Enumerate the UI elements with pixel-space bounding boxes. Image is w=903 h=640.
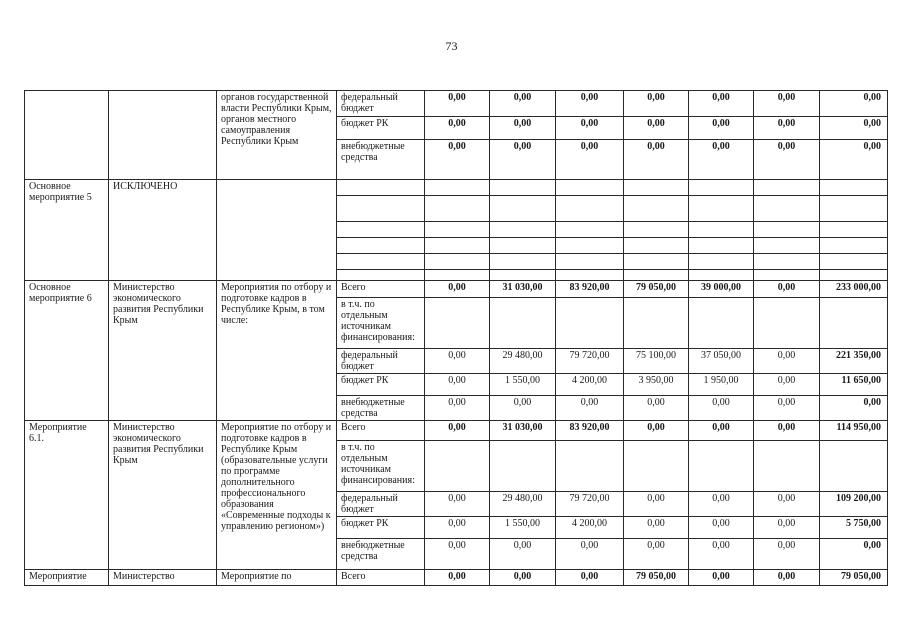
empty-cell bbox=[754, 196, 820, 222]
event-name: Основное мероприятие 5 bbox=[25, 180, 109, 281]
source-label: Всего bbox=[337, 570, 425, 586]
event-name: Мероприятие bbox=[25, 570, 109, 586]
year-value: 0,00 bbox=[624, 140, 689, 180]
year-value: 79 050,00 bbox=[624, 281, 689, 298]
source-label: внебюджетные средства bbox=[337, 396, 425, 421]
total-value: 109 200,00 bbox=[820, 492, 888, 517]
year-value: 0,00 bbox=[556, 117, 624, 140]
total-value: 0,00 bbox=[820, 396, 888, 421]
year-value: 0,00 bbox=[490, 91, 556, 117]
empty-cell bbox=[820, 254, 888, 270]
empty-cell bbox=[754, 270, 820, 281]
event-description: Мероприятие по bbox=[217, 570, 337, 586]
empty-cell bbox=[820, 441, 888, 492]
empty-cell bbox=[624, 441, 689, 492]
empty-cell bbox=[490, 222, 556, 238]
total-value: 0,00 bbox=[820, 140, 888, 180]
budget-table bbox=[24, 90, 888, 586]
empty-cell bbox=[556, 254, 624, 270]
table-row bbox=[25, 91, 888, 117]
empty-cell bbox=[820, 298, 888, 349]
year-value: 0,00 bbox=[425, 281, 490, 298]
year-value: 0,00 bbox=[754, 374, 820, 396]
empty-cell bbox=[624, 180, 689, 196]
year-value: 0,00 bbox=[754, 281, 820, 298]
event-name: Мероприятие 6.1. bbox=[25, 421, 109, 570]
source-label: федеральный бюджет bbox=[337, 349, 425, 374]
year-value: 0,00 bbox=[425, 91, 490, 117]
empty-cell bbox=[425, 196, 490, 222]
year-value: 1 550,00 bbox=[490, 517, 556, 539]
total-value: 0,00 bbox=[820, 91, 888, 117]
year-value: 79 720,00 bbox=[556, 349, 624, 374]
year-value: 0,00 bbox=[556, 91, 624, 117]
event-description: Мероприятие по отбору и подготовке кадров в Республике Крым (образовательные услуги по программе дополнительного профессионального образования «Современные подходы к управлению регионом») bbox=[217, 421, 337, 570]
year-value: 29 480,00 bbox=[490, 492, 556, 517]
source-label: федеральный бюджет bbox=[337, 492, 425, 517]
year-value: 0,00 bbox=[425, 421, 490, 441]
empty-cell bbox=[337, 238, 425, 254]
year-value: 0,00 bbox=[425, 517, 490, 539]
executor: Министерство bbox=[109, 570, 217, 586]
executor: Министерство экономического развития Республики Крым bbox=[109, 281, 217, 421]
empty-cell bbox=[624, 298, 689, 349]
empty-cell bbox=[425, 238, 490, 254]
source-label: Всего bbox=[337, 421, 425, 441]
year-value: 0,00 bbox=[425, 570, 490, 586]
year-value: 0,00 bbox=[689, 492, 754, 517]
empty-cell bbox=[425, 254, 490, 270]
year-value: 0,00 bbox=[754, 117, 820, 140]
event-name: Основное мероприятие 6 bbox=[25, 281, 109, 421]
empty-cell bbox=[337, 254, 425, 270]
total-value: 0,00 bbox=[820, 539, 888, 570]
year-value: 0,00 bbox=[754, 517, 820, 539]
empty-cell bbox=[556, 180, 624, 196]
year-value: 31 030,00 bbox=[490, 421, 556, 441]
empty-cell bbox=[689, 180, 754, 196]
year-value: 0,00 bbox=[425, 396, 490, 421]
empty-cell bbox=[624, 222, 689, 238]
empty-cell bbox=[490, 196, 556, 222]
empty-cell bbox=[425, 180, 490, 196]
empty-cell bbox=[425, 270, 490, 281]
year-value: 0,00 bbox=[754, 421, 820, 441]
empty-cell bbox=[337, 270, 425, 281]
year-value: 0,00 bbox=[624, 492, 689, 517]
empty-cell bbox=[624, 238, 689, 254]
year-value: 0,00 bbox=[689, 91, 754, 117]
year-value: 0,00 bbox=[490, 117, 556, 140]
year-value: 0,00 bbox=[689, 570, 754, 586]
executor-cell bbox=[109, 91, 217, 180]
year-value: 0,00 bbox=[754, 349, 820, 374]
empty-cell bbox=[490, 298, 556, 349]
year-value: 0,00 bbox=[556, 539, 624, 570]
year-value: 0,00 bbox=[425, 539, 490, 570]
empty-cell bbox=[624, 196, 689, 222]
year-value: 0,00 bbox=[624, 517, 689, 539]
year-value: 37 050,00 bbox=[689, 349, 754, 374]
empty-cell bbox=[624, 270, 689, 281]
table-row bbox=[25, 281, 888, 298]
total-value: 221 350,00 bbox=[820, 349, 888, 374]
year-value: 0,00 bbox=[689, 140, 754, 180]
empty-cell bbox=[624, 254, 689, 270]
empty-cell bbox=[820, 180, 888, 196]
empty-cell bbox=[490, 441, 556, 492]
source-label: в т.ч. по отдельным источникам финансирования: bbox=[337, 298, 425, 349]
year-value: 39 000,00 bbox=[689, 281, 754, 298]
year-value: 0,00 bbox=[689, 517, 754, 539]
event-description: Мероприятия по отбору и подготовке кадров в Республике Крым, в том числе: bbox=[217, 281, 337, 421]
year-value: 4 200,00 bbox=[556, 517, 624, 539]
year-value: 3 950,00 bbox=[624, 374, 689, 396]
total-value: 0,00 bbox=[820, 117, 888, 140]
year-value: 1 950,00 bbox=[689, 374, 754, 396]
year-value: 31 030,00 bbox=[490, 281, 556, 298]
empty-cell bbox=[689, 254, 754, 270]
source-label: бюджет РК bbox=[337, 374, 425, 396]
empty-cell bbox=[556, 238, 624, 254]
year-value: 75 100,00 bbox=[624, 349, 689, 374]
empty-cell bbox=[820, 238, 888, 254]
source-label: Всего bbox=[337, 281, 425, 298]
year-value: 0,00 bbox=[754, 492, 820, 517]
year-value: 0,00 bbox=[754, 570, 820, 586]
empty-cell bbox=[689, 222, 754, 238]
empty-cell bbox=[490, 270, 556, 281]
year-value: 0,00 bbox=[556, 140, 624, 180]
empty-cell bbox=[425, 441, 490, 492]
empty-cell bbox=[689, 441, 754, 492]
year-value: 0,00 bbox=[689, 539, 754, 570]
empty-cell bbox=[689, 196, 754, 222]
table-row bbox=[25, 570, 888, 586]
source-label: внебюджетные средства bbox=[337, 140, 425, 180]
year-value: 0,00 bbox=[689, 421, 754, 441]
empty-cell bbox=[689, 238, 754, 254]
year-value: 1 550,00 bbox=[490, 374, 556, 396]
event-name-cell bbox=[25, 91, 109, 180]
year-value: 0,00 bbox=[624, 117, 689, 140]
empty-cell bbox=[337, 180, 425, 196]
year-value: 4 200,00 bbox=[556, 374, 624, 396]
empty-cell bbox=[754, 238, 820, 254]
source-label: в т.ч. по отдельным источникам финансирования: bbox=[337, 441, 425, 492]
empty-cell bbox=[689, 270, 754, 281]
year-value: 0,00 bbox=[754, 539, 820, 570]
empty-cell bbox=[754, 298, 820, 349]
empty-cell bbox=[754, 180, 820, 196]
total-value: 5 750,00 bbox=[820, 517, 888, 539]
year-value: 0,00 bbox=[425, 349, 490, 374]
source-label: федеральный бюджет bbox=[337, 91, 425, 117]
year-value: 0,00 bbox=[425, 492, 490, 517]
empty-cell bbox=[490, 238, 556, 254]
empty-cell bbox=[556, 222, 624, 238]
year-value: 0,00 bbox=[754, 91, 820, 117]
empty-cell bbox=[337, 196, 425, 222]
year-value: 0,00 bbox=[689, 396, 754, 421]
empty-cell bbox=[556, 298, 624, 349]
empty-cell bbox=[754, 254, 820, 270]
year-value: 0,00 bbox=[624, 539, 689, 570]
empty-cell bbox=[820, 270, 888, 281]
total-value: 233 000,00 bbox=[820, 281, 888, 298]
empty-cell bbox=[337, 222, 425, 238]
table-row bbox=[25, 180, 888, 196]
empty-cell bbox=[754, 441, 820, 492]
page-number: 73 bbox=[445, 39, 458, 53]
year-value: 0,00 bbox=[490, 539, 556, 570]
year-value: 0,00 bbox=[689, 117, 754, 140]
source-label: бюджет РК bbox=[337, 517, 425, 539]
event-description: органов государственной власти Республики Крым, органов местного самоуправления Республики Крым bbox=[217, 91, 337, 180]
empty-cell bbox=[754, 222, 820, 238]
total-value: 11 650,00 bbox=[820, 374, 888, 396]
event-description bbox=[217, 180, 337, 281]
source-label: бюджет РК bbox=[337, 117, 425, 140]
empty-cell bbox=[490, 254, 556, 270]
empty-cell bbox=[425, 298, 490, 349]
empty-cell bbox=[425, 222, 490, 238]
empty-cell bbox=[689, 298, 754, 349]
table-row bbox=[25, 421, 888, 441]
year-value: 0,00 bbox=[556, 396, 624, 421]
year-value: 0,00 bbox=[754, 396, 820, 421]
source-label: внебюджетные средства bbox=[337, 539, 425, 570]
year-value: 0,00 bbox=[624, 421, 689, 441]
year-value: 0,00 bbox=[556, 570, 624, 586]
year-value: 79 720,00 bbox=[556, 492, 624, 517]
total-value: 79 050,00 bbox=[820, 570, 888, 586]
year-value: 0,00 bbox=[425, 117, 490, 140]
event-status: ИСКЛЮЧЕНО bbox=[109, 180, 217, 281]
empty-cell bbox=[556, 441, 624, 492]
empty-cell bbox=[490, 180, 556, 196]
executor: Министерство экономического развития Республики Крым bbox=[109, 421, 217, 570]
year-value: 83 920,00 bbox=[556, 281, 624, 298]
year-value: 0,00 bbox=[425, 374, 490, 396]
empty-cell bbox=[820, 222, 888, 238]
empty-cell bbox=[820, 196, 888, 222]
year-value: 29 480,00 bbox=[490, 349, 556, 374]
empty-cell bbox=[556, 196, 624, 222]
year-value: 0,00 bbox=[624, 91, 689, 117]
year-value: 0,00 bbox=[490, 570, 556, 586]
year-value: 0,00 bbox=[754, 140, 820, 180]
year-value: 0,00 bbox=[425, 140, 490, 180]
total-value: 114 950,00 bbox=[820, 421, 888, 441]
year-value: 0,00 bbox=[624, 396, 689, 421]
year-value: 83 920,00 bbox=[556, 421, 624, 441]
year-value: 0,00 bbox=[490, 396, 556, 421]
year-value: 0,00 bbox=[490, 140, 556, 180]
empty-cell bbox=[556, 270, 624, 281]
year-value: 79 050,00 bbox=[624, 570, 689, 586]
